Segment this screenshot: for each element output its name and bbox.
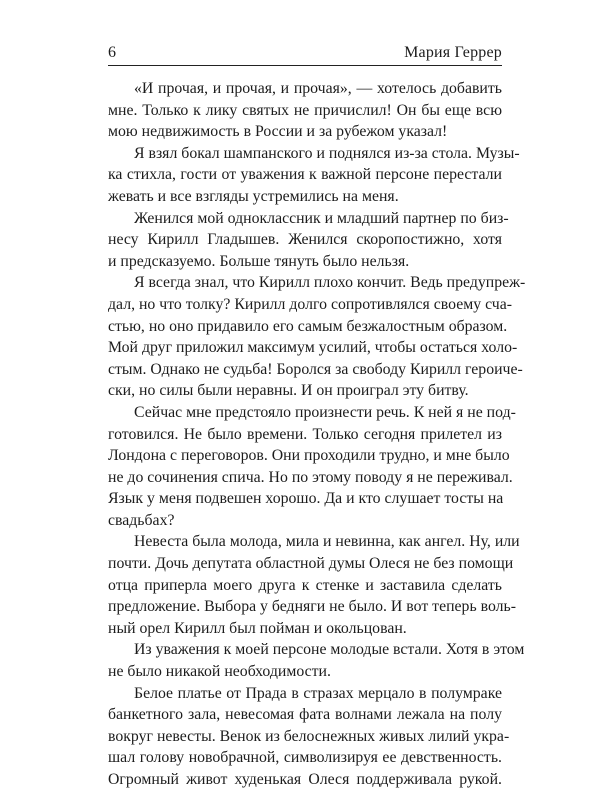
text-line: несу Кирилл Гладышев. Женился скоропостижно, хотя	[108, 231, 502, 249]
text-line: стым. Однако не судьба! Боролся за свободу Кирилл героиче-	[108, 360, 523, 378]
text-line: банкетного зала, невесомая фата волнами лежала на полу	[108, 706, 502, 724]
running-head	[108, 41, 502, 63]
text-line: и предсказуемо. Больше тянуть было нельзя.	[108, 252, 410, 270]
text-line: стью, но оно придавило его самым безжалостным образом.	[108, 317, 508, 335]
text-line: Невеста была молода, мила и невинна, как ангел. Ну, или	[134, 533, 520, 551]
text-line: шал голову новобрачной, символизируя ее девственность.	[108, 749, 502, 767]
text-line: почти. Дочь депутата областной думы Олеся не без помощи	[108, 555, 514, 573]
paragraph	[108, 78, 502, 143]
text-line: Сейчас мне предстояло произнести речь. К ней я не под-	[134, 403, 516, 421]
paragraph	[108, 143, 520, 208]
text-line: отца приперла моего друга к стенке и заставила сделать	[108, 576, 502, 594]
paragraph	[108, 531, 520, 639]
text-line: Женился мой одноклассник и младший партнер по биз-	[134, 209, 509, 227]
paragraph	[108, 402, 516, 532]
header-rule	[108, 65, 502, 66]
text-line: не было никакой необходимости.	[108, 663, 331, 681]
text-line: Лондона с переговоров. Они проходили трудно, и мне было	[108, 447, 510, 465]
text-line: ка стихла, гости от уважения к важной персоне перестали	[108, 166, 502, 184]
text-line: ный орел Кирилл был пойман и окольцован.	[108, 619, 407, 637]
text-line: Я всегда знал, что Кирилл плохо кончит. Ведь предупреж-	[134, 274, 526, 292]
text-line: Я взял бокал шампанского и поднялся из-за стола. Музы-	[134, 144, 520, 162]
text-line: вокруг невесты. Венок из белоснежных живых лилий укра-	[108, 727, 510, 745]
text-line: Из уважения к моей персоне молодые встали. Хотя в этом	[134, 641, 525, 659]
text-line: «И прочая, и прочая, и прочая», — хотелось добавить	[134, 80, 502, 97]
text-line: жевать и все взгляды устремились на меня.	[108, 187, 399, 205]
text-line: свадьбах?	[108, 511, 175, 529]
text-line: Мой друг приложил максимум усилий, чтобы остаться холо-	[108, 339, 518, 357]
text-line: мою недвижимость в России и за рубежом указал!	[108, 123, 448, 141]
paragraph	[108, 683, 510, 791]
text-line: дал, но что толку? Кирилл долго сопротивлялся своему сча-	[108, 295, 512, 313]
paragraph	[108, 208, 509, 273]
body-text	[108, 78, 526, 791]
page-number: 6	[108, 44, 117, 61]
text-line: мне. Только к лику святых не причислил! Он бы еще всю	[108, 101, 502, 119]
paragraph	[108, 272, 526, 402]
running-head-author: Мария Геррер	[404, 44, 502, 61]
text-line: не до сочинения спича. Но по этому поводу я не переживал.	[108, 468, 513, 486]
paragraph	[108, 639, 525, 682]
text-line: ски, но силы были неравны. И он проиграл эту битву.	[108, 382, 469, 400]
text-line: Язык у меня подвешен хорошо. Да и кто слушает тосты на	[108, 490, 504, 508]
text-line: Белое платье от Прада в стразах мерцало в полумраке	[134, 684, 502, 702]
text-line: предложение. Выбора у бедняги не было. И вот теперь воль-	[108, 598, 516, 616]
text-line: Огромный живот худенькая Олеся поддерживала рукой.	[108, 771, 502, 788]
text-line: готовился. Не было времени. Только сегодня прилетел из	[108, 425, 502, 443]
